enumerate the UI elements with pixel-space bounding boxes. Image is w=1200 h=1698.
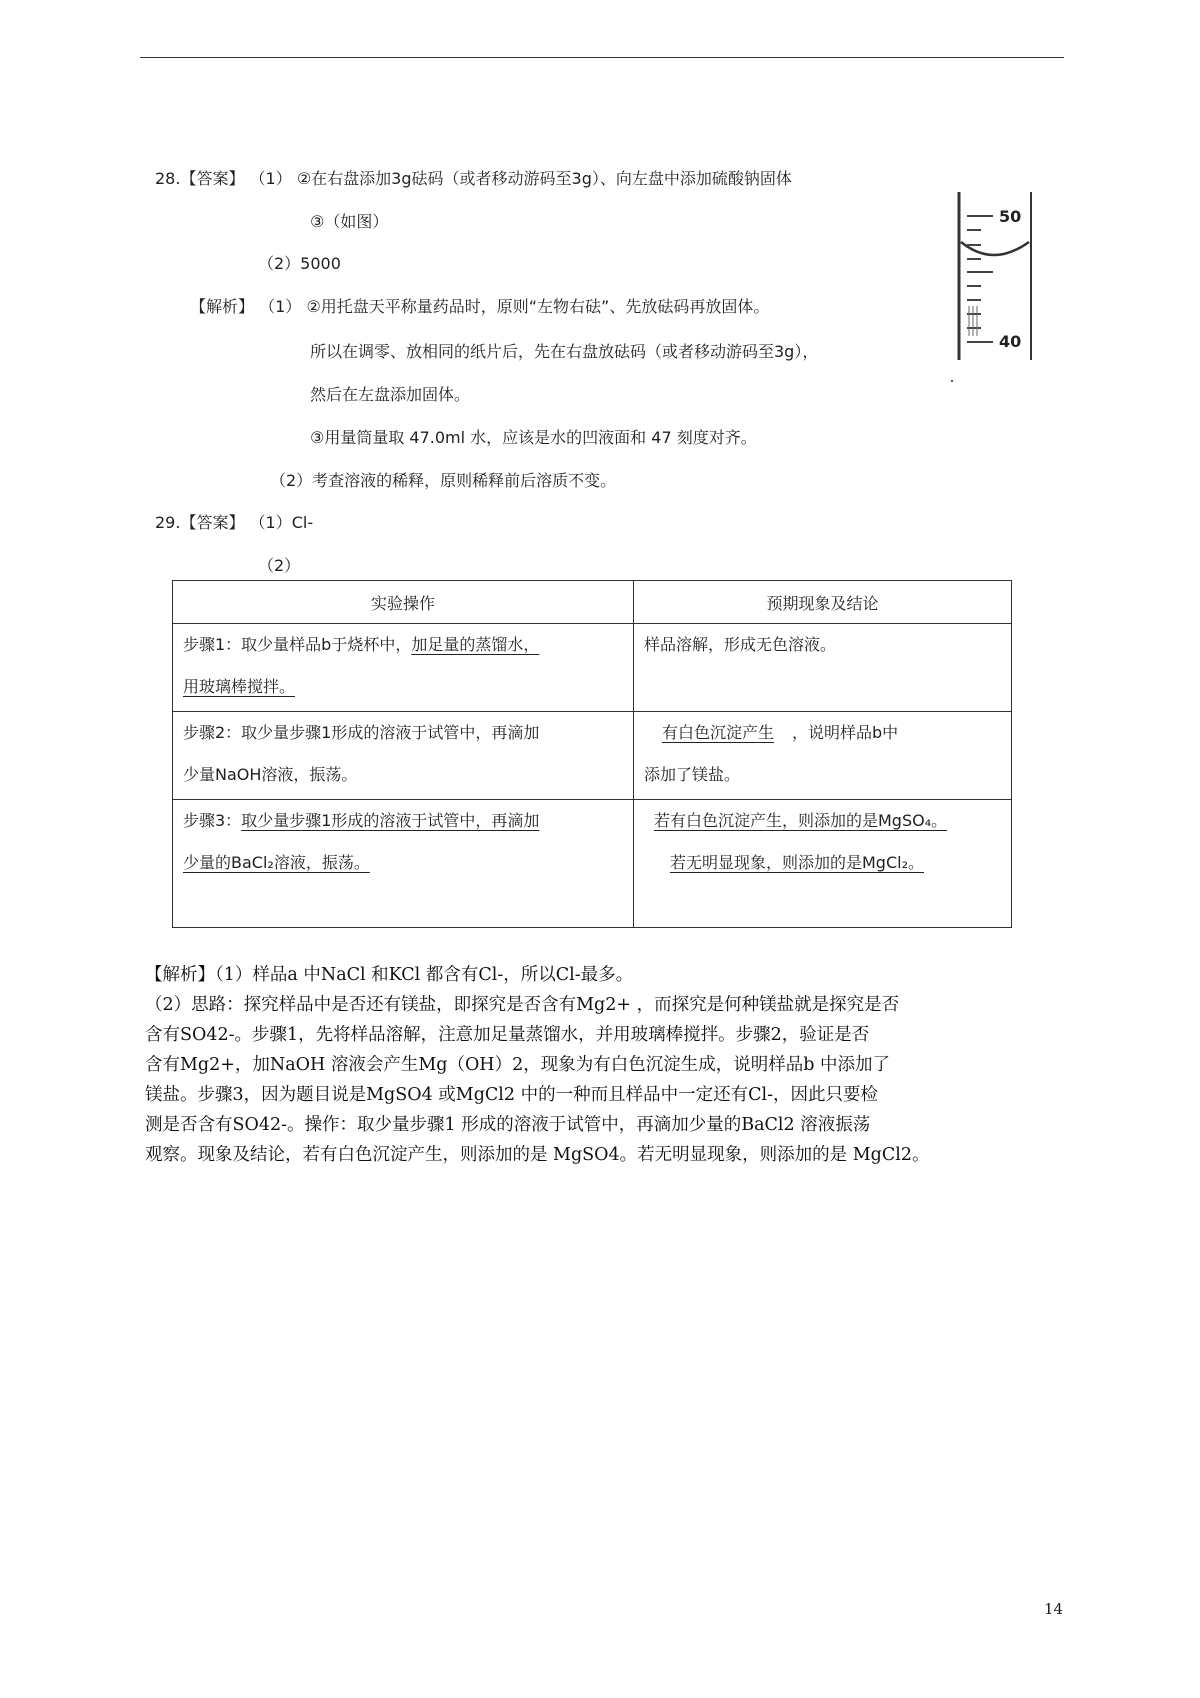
q29-analysis-line: （2）思路：探究样品中是否还有镁盐，即探究是否含有Mg2+ ，而探究是何种镁盐就是探究是否 (145, 995, 900, 1015)
q29-part1: （1）Cl- (249, 513, 314, 532)
step2-result (634, 712, 1012, 800)
page-number: 14 (1044, 1600, 1064, 1618)
q29-analysis-line: 观察。现象及结论，若有白色沉淀产生，则添加的是 MgSO4。若无明显现象，则添加的是 MgCl2。 (145, 1145, 930, 1165)
table-header-result: 预期现象及结论 (634, 581, 1012, 624)
step3-result-underlined-1: 若有白色沉淀产生，则添加的是MgSO₄。 (654, 811, 948, 830)
q29-analysis-line: 测是否含有SO42-。操作：取少量步骤1 形成的溶液于试管中，再滴加少量的BaCl2 溶液振荡 (145, 1115, 871, 1135)
step1-operation (173, 624, 634, 712)
q28-analysis-text1: ②用托盘天平称量药品时，原则“左物右砝”、先放砝码再放固体。 (306, 297, 770, 316)
table-header-row (173, 581, 1012, 624)
q28-analysis-line2: 所以在调零、放相同的纸片后，先在右盘放砝码（或者移动游码至3g）， (310, 342, 819, 361)
q29-analysis-line: 含有Mg2+，加NaOH 溶液会产生Mg（OH）2，现象为有白色沉淀生成，说明样品b 中添加了 (145, 1055, 890, 1075)
q28-analysis-line4: ③用量筒量取 47.0ml 水，应该是水的凹液面和 47 刻度对齐。 (310, 428, 757, 447)
q28-analysis-line3: 然后在左盘添加固体。 (310, 385, 471, 404)
step1-op-underlined-1: 加足量的蒸馏水， (411, 635, 540, 654)
header-rule (140, 57, 1064, 58)
q28-part1-label: （1） (249, 169, 292, 188)
step3-operation (173, 800, 634, 928)
q28-step2: ②在右盘添加3g砝码（或者移动游码至3g）、向左盘中添加硫酸钠固体 (296, 169, 792, 188)
q28-answer-label: 28.【答案】 (155, 169, 245, 188)
q29-analysis-line: 【解析】（1）样品a 中NaCl 和KCl 都含有Cl-，所以Cl-最多。 (145, 965, 634, 985)
q29-answer-label: 29.【答案】 (155, 513, 245, 532)
step2-result-line2: 添加了镁盐。 (644, 765, 741, 784)
q29-analysis (145, 960, 1050, 1170)
step2-op-line2: 少量NaOH溶液，振荡。 (183, 765, 358, 784)
step2-operation (173, 712, 634, 800)
step1-result-text: 样品溶解，形成无色溶液。 (644, 635, 837, 654)
q28-answer-line (155, 168, 792, 190)
q29-analysis-line: 含有SO42-。步骤1，先将样品溶解，注意加足量蒸馏水，并用玻璃棒搅拌。步骤2，验证是否 (145, 1025, 870, 1045)
step3-op-underlined-1: 取少量步骤1形成的溶液于试管中，再滴加 (241, 811, 540, 830)
step2-op-line1: 步骤2：取少量步骤1形成的溶液于试管中，再滴加 (183, 723, 540, 742)
table-row (173, 624, 1012, 712)
step2-result-after: ，说明样品b中 (792, 723, 899, 742)
step3-result (634, 800, 1012, 928)
table-header-operation: 实验操作 (173, 581, 634, 624)
q28-analysis-line1 (190, 296, 769, 318)
step2-result-underlined: 有白色沉淀产生 (662, 723, 775, 742)
step1-op-plain: 步骤1：取少量样品b于烧杯中， (183, 635, 412, 654)
q29-analysis-line: 镁盐。步骤3，因为题目说是MgSO4 或MgCl2 中的一种而且样品中一定还有Cl-，因此只要检 (145, 1085, 878, 1105)
step3-op-label: 步骤3： (183, 811, 242, 830)
cylinder-bottom-mark: 40 (999, 332, 1022, 351)
q28-part2: （2）5000 (258, 254, 341, 273)
step3-result-underlined-2: 若无明显现象，则添加的是MgCl₂。 (670, 853, 924, 872)
table-row (173, 712, 1012, 800)
q28-analysis-label: 【解析】 (190, 297, 255, 316)
table-row (173, 800, 1012, 928)
graduated-cylinder-figure (955, 190, 1035, 365)
step1-op-underlined-2: 用玻璃棒搅拌。 (183, 677, 296, 696)
cylinder-top-mark: 50 (999, 207, 1022, 226)
q28-analysis-part1-label: （1） (259, 297, 302, 316)
step3-op-underlined-2: 少量的BaCl₂溶液，振荡。 (183, 853, 370, 872)
q29-answer-line (155, 512, 313, 534)
experiment-table (172, 580, 1012, 928)
q28-step3: ③（如图） (310, 212, 389, 231)
q28-analysis-line5: （2）考查溶液的稀释，原则稀释前后溶质不变。 (270, 471, 617, 490)
q29-part2: （2） (258, 556, 301, 575)
step1-result (634, 624, 1012, 712)
stray-dot (951, 380, 953, 382)
